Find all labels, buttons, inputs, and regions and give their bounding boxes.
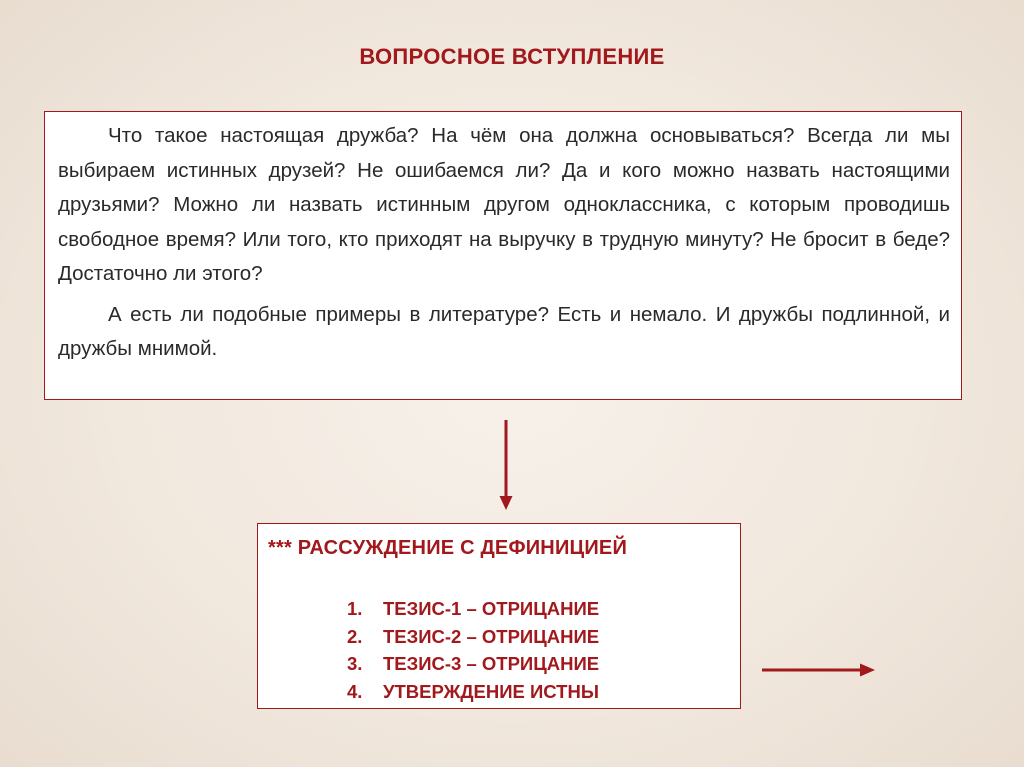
arrow-right-icon xyxy=(762,662,876,678)
arrow-down-icon xyxy=(499,420,513,510)
thesis-text: ТЕЗИС-2 – ОТРИЦАНИЕ xyxy=(383,625,600,647)
thesis-item-2 xyxy=(347,623,599,651)
thesis-number: 4. xyxy=(347,680,363,702)
thesis-number: 1. xyxy=(347,598,363,619)
reasoning-title: *** РАССУЖДЕНИЕ С ДЕФИНИЦИЕЙ xyxy=(268,537,628,559)
thesis-list xyxy=(347,595,599,705)
thesis-item-1 xyxy=(347,595,599,623)
thesis-number: 2. xyxy=(347,625,363,647)
thesis-text: ТЕЗИС-3 – ОТРИЦАНИЕ xyxy=(383,653,600,674)
thesis-text: ТЕЗИС-1 – ОТРИЦАНИЕ xyxy=(383,598,600,619)
thesis-item-3 xyxy=(347,650,599,678)
slide-title: ВОПРОСНОЕ ВСТУПЛЕНИЕ xyxy=(359,44,665,69)
reasoning-box xyxy=(257,523,741,709)
thesis-text: УТВЕРЖДЕНИЕ ИСТНЫ xyxy=(383,680,599,702)
thesis-number: 3. xyxy=(347,653,363,674)
intro-text-box xyxy=(44,111,962,400)
intro-paragraph-1: Что такое настоящая дружба? На чём она должна основываться? Всегда ли мы выбираем истинных друзей? Не ошибаемся ли? Да и кого можно назвать настоящими друзьями? Можно ли назвать истинным другом одноклассника, с которым проводишь свободное время? Или того, кто приходят на выручку в трудную минуту? Не бросит в беде? Достаточно ли этого? xyxy=(58,124,950,285)
thesis-item-4 xyxy=(347,678,599,706)
intro-paragraph-2: А есть ли подобные примеры в литературе? Есть и немало. И дружбы подлинной, и дружбы мнимой. xyxy=(58,302,950,360)
